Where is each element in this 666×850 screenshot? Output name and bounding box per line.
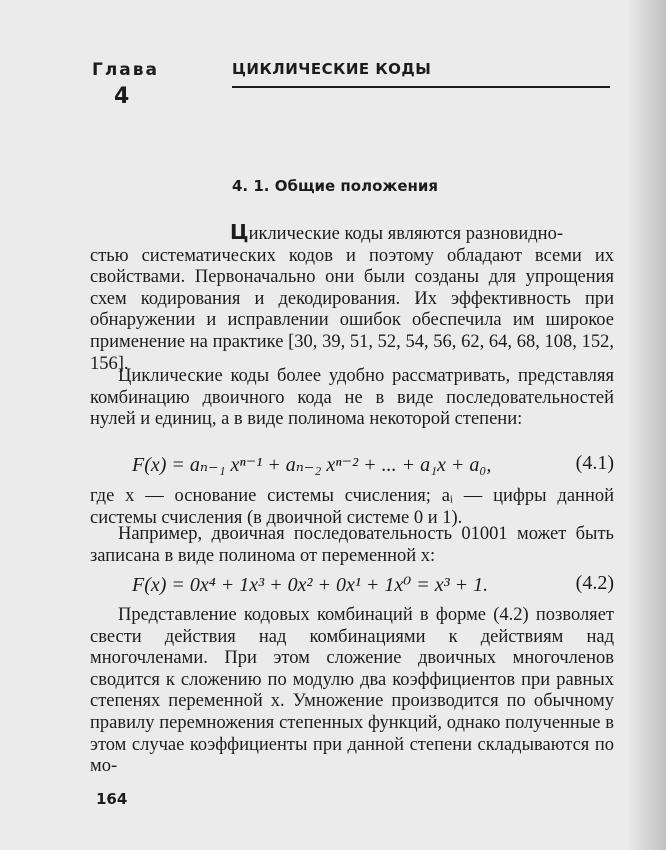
paragraph-example bbox=[90, 524, 614, 567]
paragraph-cyclic-codes bbox=[90, 366, 614, 431]
formula-4-1-expression: F(x) = aₙ₋₁ xⁿ⁻¹ + aₙ₋₂ xⁿ⁻² + ... + a₁x + a₀, bbox=[132, 454, 492, 476]
paragraph-where bbox=[90, 486, 614, 529]
formula-4-2-expression: F(x) = 0x⁴ + 1x³ + 0x² + 0x¹ + 1x⁰ = x³ + 1. bbox=[132, 574, 489, 596]
paragraph-cyclic-codes-text: Циклические коды более удобно рассматривать, представляя комбинацию двоичного кода не в виде последовательностей нулей и единиц, а в виде полинома некоторой степени: bbox=[90, 366, 614, 430]
page-number: 164 bbox=[96, 790, 128, 808]
chapter-number: 4 bbox=[114, 84, 130, 109]
drop-cap: Ц bbox=[230, 220, 249, 244]
header-rule bbox=[232, 86, 610, 88]
page-edge-shadow bbox=[626, 0, 666, 850]
chapter-label: Глава bbox=[92, 60, 159, 80]
intro-rest: стью систематических кодов и поэтому обладают всеми их свойствами. Первоначально они были созданы для упрощения схем кодирования и декодирования. Их эффективность при обнаружении и исправлении ошибок обеспечила им широкое применение на практике [30, 39, 51, 52, 54, 56, 62, 64, 68, 108, 152, 156]. bbox=[90, 245, 614, 374]
paragraph-representation bbox=[90, 605, 614, 778]
intro-first-line bbox=[90, 222, 614, 246]
chapter-title: ЦИКЛИЧЕСКИЕ КОДЫ bbox=[232, 60, 432, 78]
paragraph-where-text: где x — основание системы счисления; aᵢ — цифры данной системы счисления (в двоичной системе 0 и 1). bbox=[90, 486, 614, 528]
formula-4-1-number: (4.1) bbox=[575, 452, 614, 474]
section-title: 4. 1. Общие положения bbox=[232, 177, 438, 195]
formula-4-2-number: (4.2) bbox=[575, 572, 614, 594]
paragraph-representation-text: Представление кодовых комбинаций в форме (4.2) позволяет свести действия над комбинациями к действиям над многочленами. При этом сложение двоичных многочленов сводится к сложению по модулю два коэффициентов при равных степенях переменной x. Умножение производится по обычному правилу перемножения степенных функций, однако полученные в этом случае коэффициенты при данной степени складываются по мо- bbox=[90, 605, 614, 777]
intro-first-line-text: иклические коды являются разновидно- bbox=[248, 224, 563, 244]
paragraph-example-text: Например, двоичная последовательность 01001 может быть записана в виде полинома от переменной x: bbox=[90, 524, 614, 566]
paragraph-intro bbox=[90, 222, 614, 375]
